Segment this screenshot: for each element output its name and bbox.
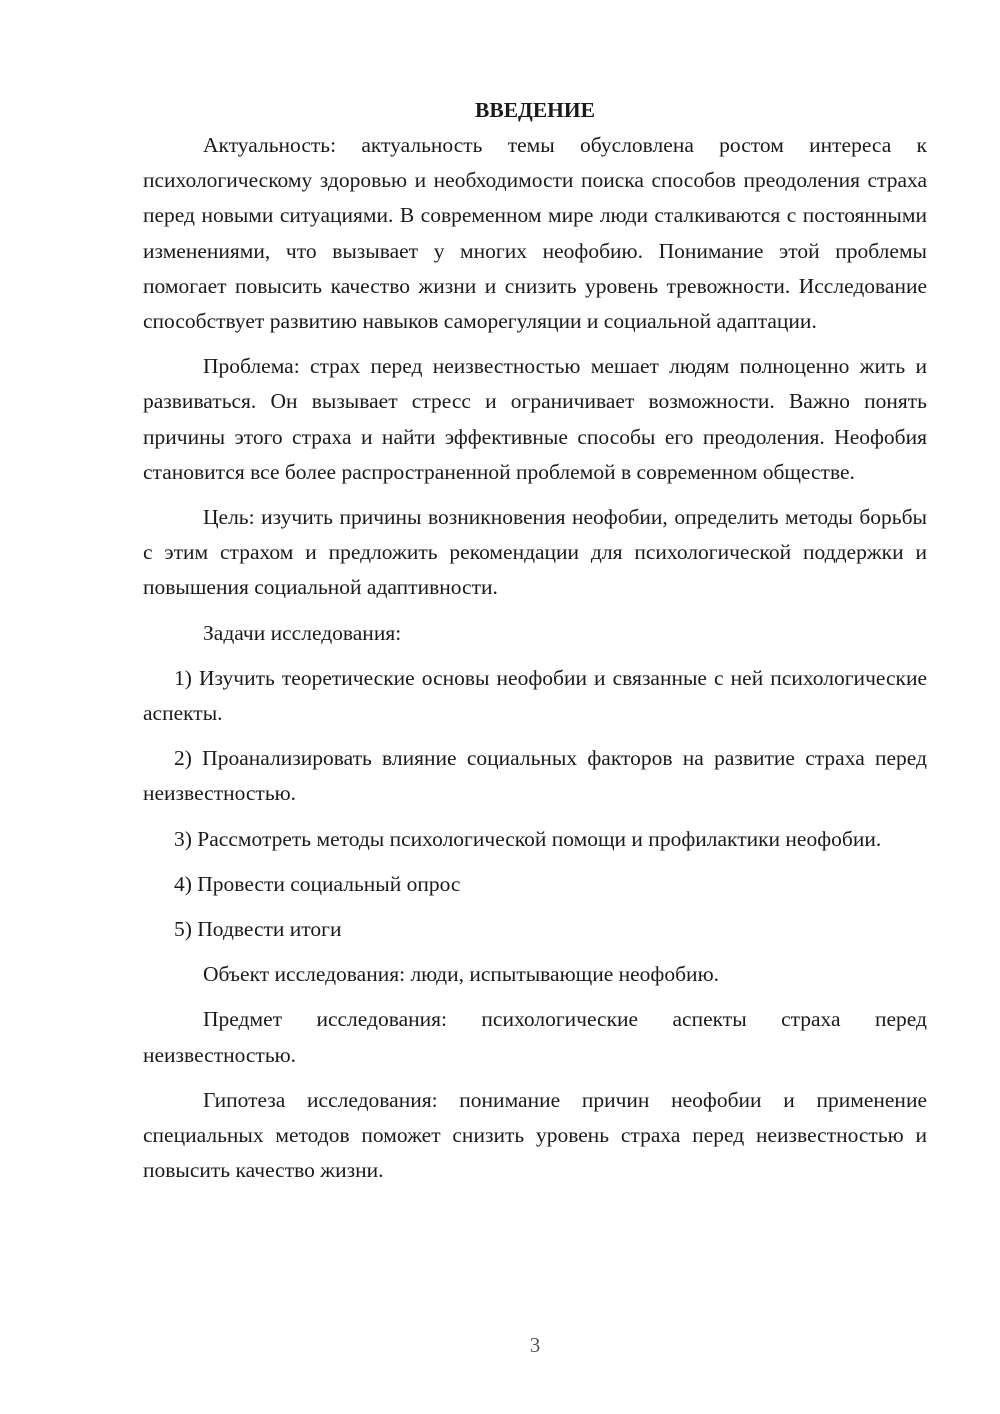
task-item-1: 1) Изучить теоретические основы неофобии и связанные с ней психологические аспекты. [143, 665, 927, 726]
task-item-2: 2) Проанализировать влияние социальных факторов на развитие страха перед неизвестностью. [143, 746, 927, 806]
page-number: 3 [529, 1333, 541, 1357]
task-item-5: 5) Подвести итоги [174, 917, 342, 942]
relevance-paragraph: Актуальность: актуальность темы обусловлена ростом интереса к психологическому здоровью и необходимости поиска способов преодоления страха перед новыми ситуациями. В современном мире люди сталкиваются с постоянными изменениями, что вызывает у многих неофобию. Понимание этой проблемы помогает повысить качество жизни и снизить уровень тревожности. Исследование способствует развитию навыков саморегуляции и социальной адаптации. [143, 133, 927, 334]
section-heading: ВВЕДЕНИЕ [475, 98, 595, 122]
page-content [143, 93, 927, 1188]
subject-paragraph: Предмет исследования: психологические аспекты страха перед неизвестностью. [143, 1007, 927, 1067]
object-paragraph: Объект исследования: люди, испытывающие неофобию. [203, 962, 719, 987]
goal-paragraph: Цель: изучить причины возникновения неофобии, определить методы борьбы с этим страхом и предложить рекомендации для психологической поддержки и повышения социальной адаптивности. [143, 505, 927, 600]
tasks-title: Задачи исследования: [203, 620, 402, 645]
task-item-3: 3) Рассмотреть методы психологической помощи и профилактики неофобии. [174, 826, 882, 851]
problem-paragraph: Проблема: страх перед неизвестностью мешает людям полноценно жить и развиваться. Он вызывает стресс и ограничивает возможности. Важно понять причины этого страха и найти эффективные способы его преодоления. Неофобия становится все более распространенной проблемой в современном обществе. [143, 354, 927, 484]
task-item-4: 4) Провести социальный опрос [174, 871, 461, 896]
hypothesis-paragraph: Гипотеза исследования: понимание причин неофобии и применение специальных методов поможет снизить уровень страха перед неизвестностью и повысить качество жизни. [143, 1087, 927, 1183]
